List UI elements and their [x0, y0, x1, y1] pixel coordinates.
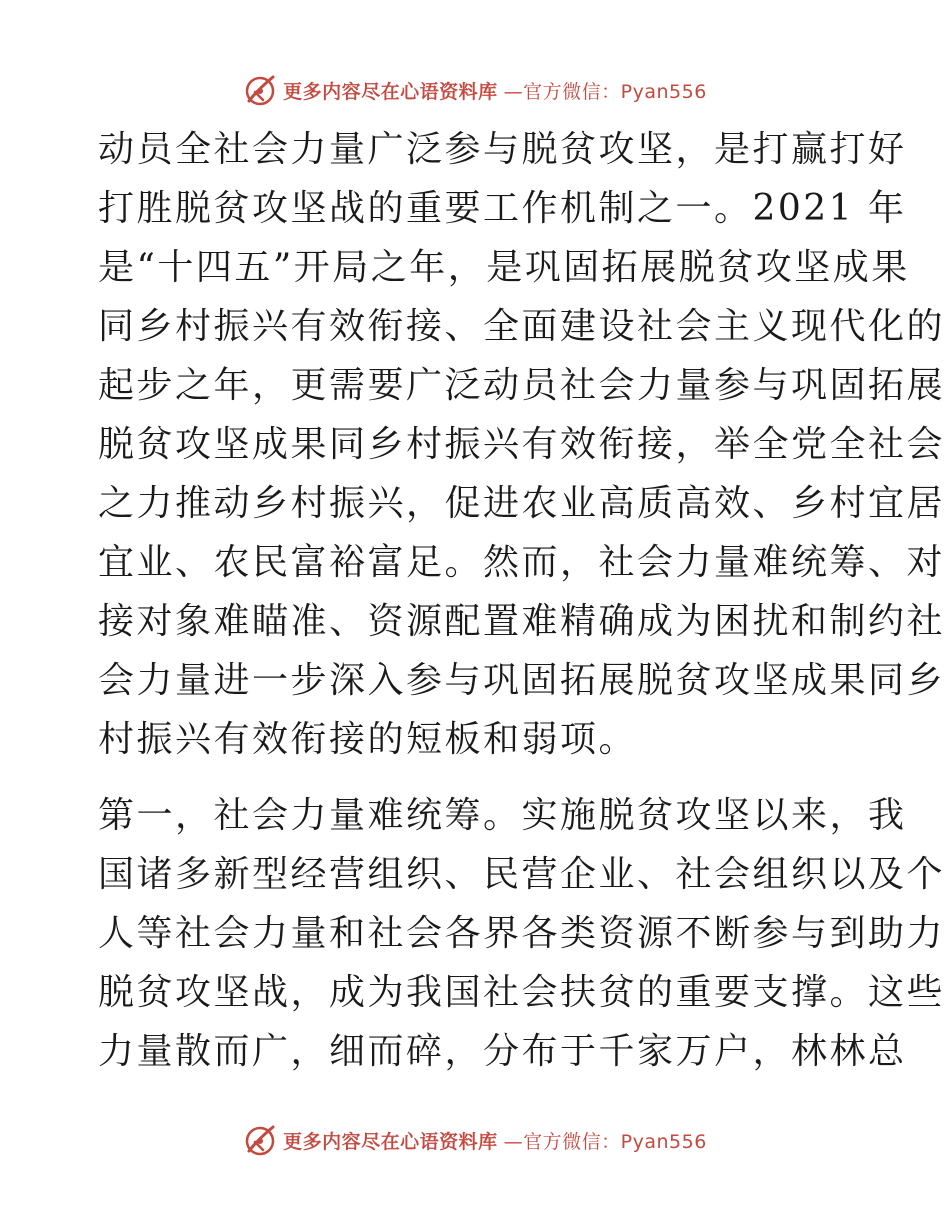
text-line: 接对象难瞄准、资源配置难精确成为困扰和制约社 — [98, 601, 946, 642]
document-body — [98, 120, 946, 1081]
watermark-main-text: 更多内容尽在心语资料库 — [283, 80, 498, 103]
text-line: 脱贫攻坚成果同乡村振兴有效衔接，举全党全社会 — [98, 424, 946, 465]
text-line: 宜业、农民富裕富足。然而，社会力量难统筹、对 — [98, 542, 946, 583]
text-line: 动员全社会力量广泛参与脱贫攻坚，是打赢打好 — [98, 129, 907, 170]
text-line: 之力推动乡村振兴，促进农业高质高效、乡村宜居 — [98, 483, 946, 524]
text-line: 会力量进一步深入参与巩固拓展脱贫攻坚成果同乡 — [98, 660, 946, 701]
paragraph-first-point — [98, 786, 946, 1081]
paragraph-intro — [98, 120, 946, 769]
text-line: 起步之年，更需要广泛动员社会力量参与巩固拓展 — [98, 365, 946, 406]
watermark-footer — [0, 1120, 950, 1160]
logo-icon — [243, 1123, 277, 1157]
text-line: 打胜脱贫攻坚战的重要工作机制之一。2021 年 — [98, 188, 907, 229]
text-line: 第一，社会力量难统筹。实施脱贫攻坚以来，我 — [98, 795, 907, 836]
watermark-wechat-text: —官方微信：Pyan556 — [503, 80, 707, 103]
watermark-main-text: 更多内容尽在心语资料库 — [283, 1130, 498, 1153]
text-line: 国诸多新型经营组织、民营企业、社会组织以及个 — [98, 854, 946, 895]
text-line: 同乡村振兴有效衔接、全面建设社会主义现代化的 — [98, 306, 946, 347]
text-line: 是“十四五”开局之年，是巩固拓展脱贫攻坚成果 — [98, 247, 910, 288]
text-line: 村振兴有效衔接的短板和弱项。 — [98, 719, 638, 760]
text-line: 力量散而广，细而碎，分布于千家万户，林林总 — [98, 1031, 907, 1072]
logo-icon — [243, 73, 277, 107]
text-line: 脱贫攻坚战，成为我国社会扶贫的重要支撑。这些 — [98, 972, 946, 1013]
watermark-header — [0, 70, 950, 110]
text-line: 人等社会力量和社会各界各类资源不断参与到助力 — [98, 913, 946, 954]
watermark-wechat-text: —官方微信：Pyan556 — [503, 1130, 707, 1153]
